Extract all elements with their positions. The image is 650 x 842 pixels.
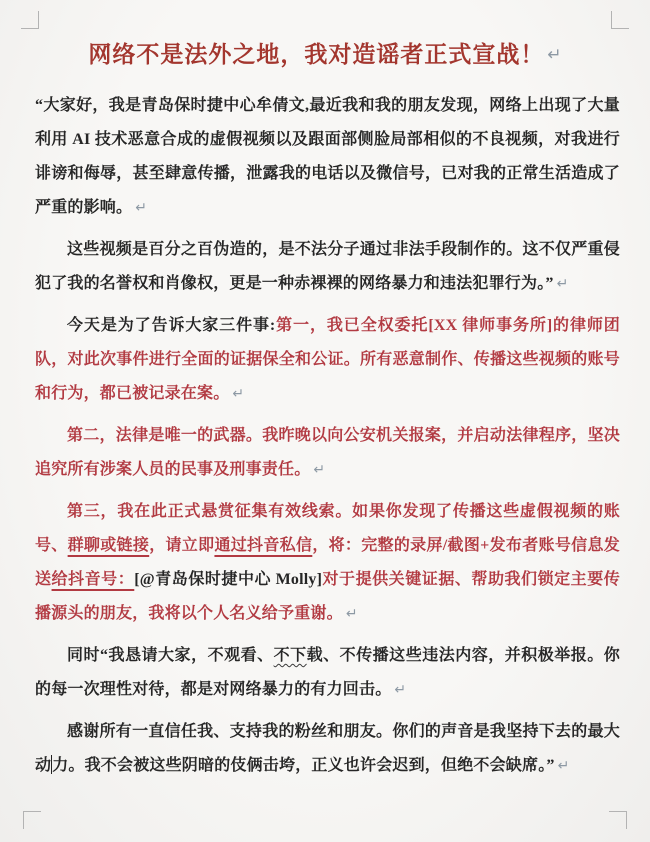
return-mark-icon: ↵ xyxy=(547,45,562,65)
return-mark-icon: ↵ xyxy=(394,682,407,698)
text-segment: 力。我不会被这些阴暗的伎俩击垮，正义也许会迟到，但绝不会缺席。” xyxy=(52,757,555,774)
document-body xyxy=(35,89,620,783)
text-segment: 这些视频是百分之百伪造的，是不法分子通过非法手段制作的。这不仅严重侵犯了我的名誉权和肖像权，更是一种赤裸裸的网络暴力和违法犯罪行为。” xyxy=(35,241,620,292)
text-segment: 对于提供关键证据、帮助我们锁定主要传播源头的朋友，我将以个人名义给予重谢。 xyxy=(35,571,620,622)
text-segment: 第三，我在此正式悬赏征集有效线索。如果你发现了传播这些虚假视频的账号、 xyxy=(35,503,620,554)
text-segment: 通过抖音私信 xyxy=(214,537,313,554)
document-title xyxy=(40,36,610,69)
text-segment: [@青岛保时捷中心 Molly] xyxy=(134,571,323,588)
crop-mark-bottom-left-icon xyxy=(23,811,41,829)
crop-mark-bottom-right-icon xyxy=(609,811,627,829)
text-segment: 群聊或链接 xyxy=(67,537,150,554)
return-mark-icon: ↵ xyxy=(556,276,569,292)
return-mark-icon: ↵ xyxy=(232,386,245,402)
document-title-text: 网络不是法外之地，我对造谣者正式宣战！ xyxy=(88,42,545,67)
text-segment: 感谢所有一直信任我、支持我的粉丝和朋友。你们的声音是我坚持下去的最大动 xyxy=(35,723,620,774)
return-mark-icon: ↵ xyxy=(313,462,326,478)
return-mark-icon: ↵ xyxy=(345,606,358,622)
paragraph xyxy=(35,89,620,225)
paragraph xyxy=(35,639,620,707)
text-segment: 第二，法律是唯一的武器。我昨晚以向公安机关报案，并启动法律程序，坚决追究所有涉案人员的民事及刑事责任。 xyxy=(35,427,620,478)
text-segment: 给抖音号： xyxy=(51,571,135,588)
paragraph xyxy=(35,233,620,301)
paragraph xyxy=(35,309,620,411)
text-segment: 载、不传播这些违法内容，并积极举报。你的每一次理性对待，都是对网络暴力的有力回击。 xyxy=(35,647,620,698)
text-segment: 今天是为了告诉大家三件事: xyxy=(67,317,276,334)
crop-mark-top-right-icon xyxy=(611,11,629,29)
paragraph xyxy=(35,419,620,487)
text-segment: ，将：完整的录屏/截图+发布者账号信息发送 xyxy=(35,537,620,588)
return-mark-icon: ↵ xyxy=(557,758,570,774)
crop-mark-top-left-icon xyxy=(21,11,39,29)
text-segment: 第一，我已全权委托[XX 律师事务所]的律师团队，对此次事件进行全面的证据保全和公证。所有恶意制作、传播这些视频的账号和行为，都已被记录在案。 xyxy=(35,317,620,402)
text-segment: 不下 xyxy=(273,647,307,664)
text-segment: “大家好，我是青岛保时捷中心牟倩文,最近我和我的朋友发现，网络上出现了大量利用 AI 技术恶意合成的虚假视频以及跟面部侧脸局部相似的不良视频，对我进行诽谤和侮辱，甚至肆意传播，泄露我的电话以及微信号，已对我的正常生活造成了严重的影响。 xyxy=(35,97,620,216)
paragraph xyxy=(35,715,620,783)
paragraph xyxy=(35,495,620,631)
text-segment: ，请立即 xyxy=(149,537,215,554)
return-mark-icon: ↵ xyxy=(135,200,147,216)
text-segment: 同时“我恳请大家，不观看、 xyxy=(67,647,274,664)
